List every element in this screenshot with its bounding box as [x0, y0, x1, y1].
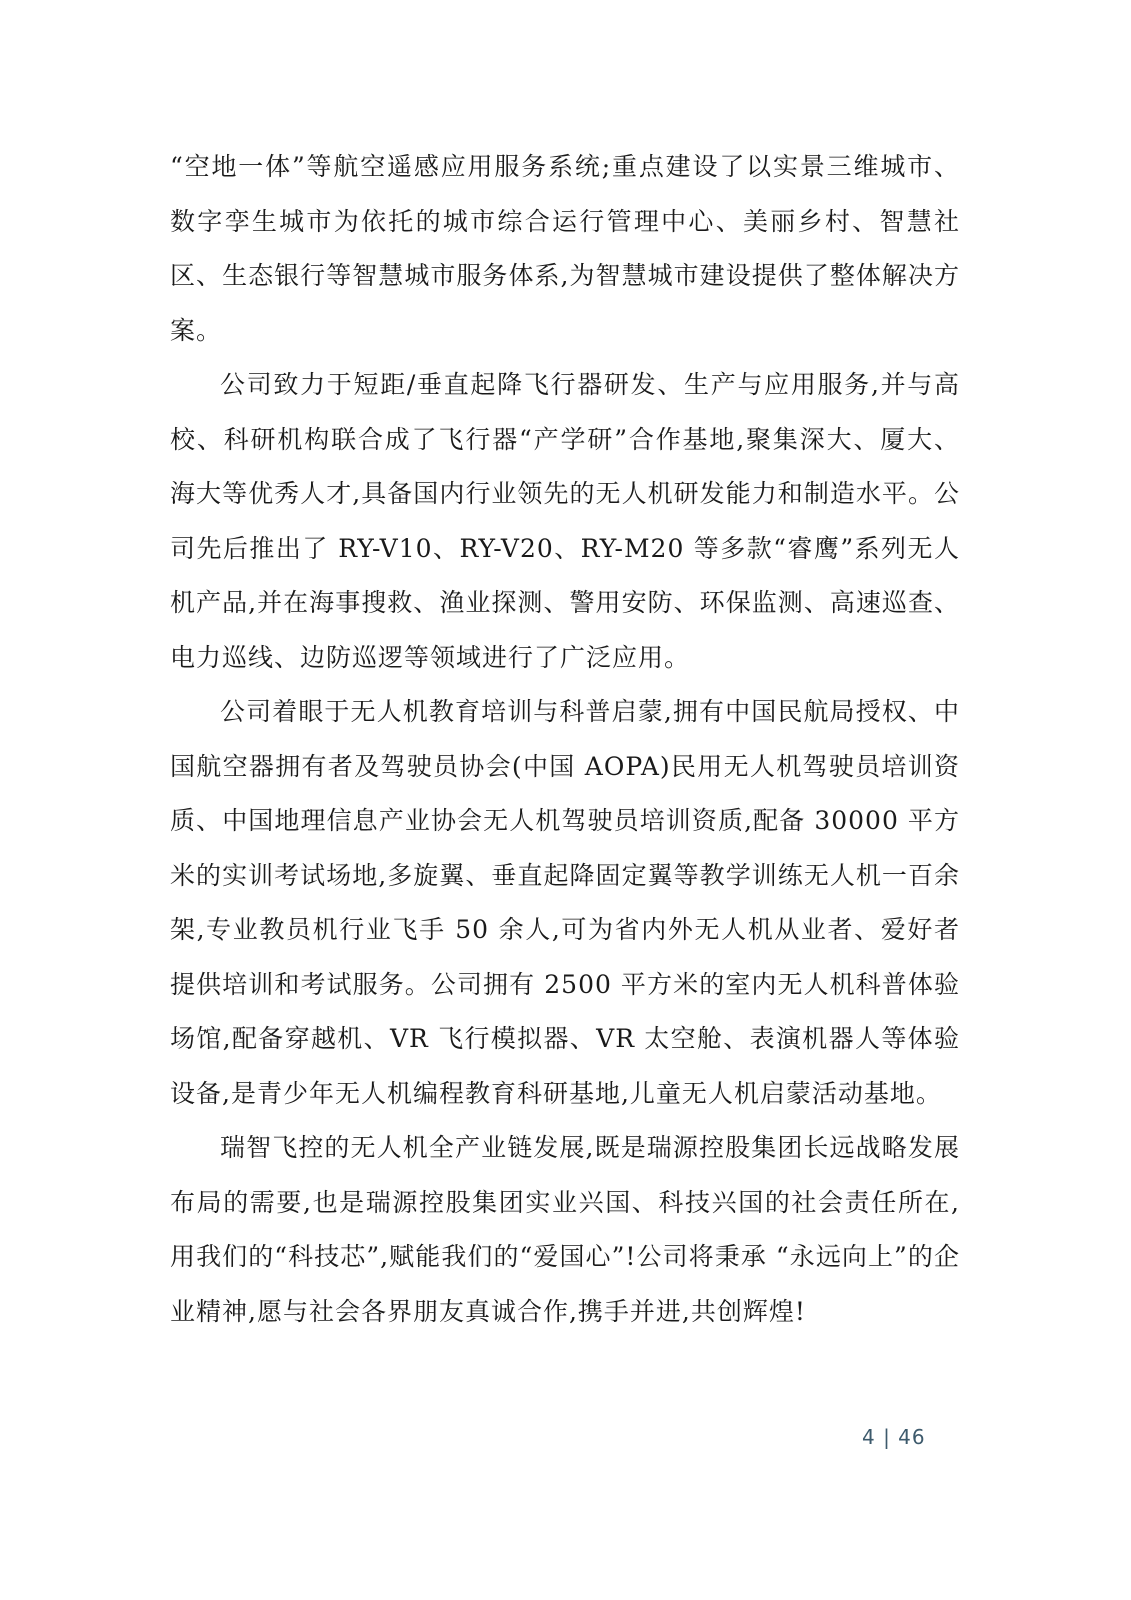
paragraph-closing: 瑞智飞控的无人机全产业链发展,既是瑞源控股集团长远战略发展布局的需要,也是瑞源控股集团实业兴国、科技兴国的社会责任所在,用我们的“科技芯”,赋能我们的“爱国心”!公司将秉承 “永远向上”的企业精神,愿与社会各界朋友真诚合作,携手并进,共创辉煌!	[170, 1133, 960, 1326]
paragraph-continuation: “空地一体”等航空遥感应用服务系统;重点建设了以实景三维城市、数字孪生城市为依托的城市综合运行管理中心、美丽乡村、智慧社区、生态银行等智慧城市服务体系,为智慧城市建设提供了整体解决方案。	[170, 152, 960, 345]
paragraph-aircraft-rnd: 公司致力于短距/垂直起降飞行器研发、生产与应用服务,并与高校、科研机构联合成了飞行器“产学研”合作基地,聚集深大、厦大、海大等优秀人才,具备国内行业领先的无人机研发能力和制造水平。公司先后推出了 RY-V10、RY-V20、RY-M20 等多款“睿鹰”系列无人机产品,并在海事搜救、渔业探测、警用安防、环保监测、高速巡查、电力巡线、边防巡逻等领域进行了广泛应用。	[170, 370, 960, 672]
paragraph-education-training: 公司着眼于无人机教育培训与科普启蒙,拥有中国民航局授权、中国航空器拥有者及驾驶员协会(中国 AOPA)民用无人机驾驶员培训资质、中国地理信息产业协会无人机驾驶员培训资质,配备 30000 平方米的实训考试场地,多旋翼、垂直起降固定翼等教学训练无人机一百余架,专业教员机行业飞手 50 余人,可为省内外无人机从业者、爱好者提供培训和考试服务。公司拥有 2500 平方米的室内无人机科普体验场馆,配备穿越机、VR 飞行模拟器、VR 太空舱、表演机器人等体验设备,是青少年无人机编程教育科研基地,儿童无人机启蒙活动基地。	[170, 697, 960, 1108]
page-body	[170, 140, 960, 1339]
page-number: 4 | 46	[862, 1425, 926, 1449]
